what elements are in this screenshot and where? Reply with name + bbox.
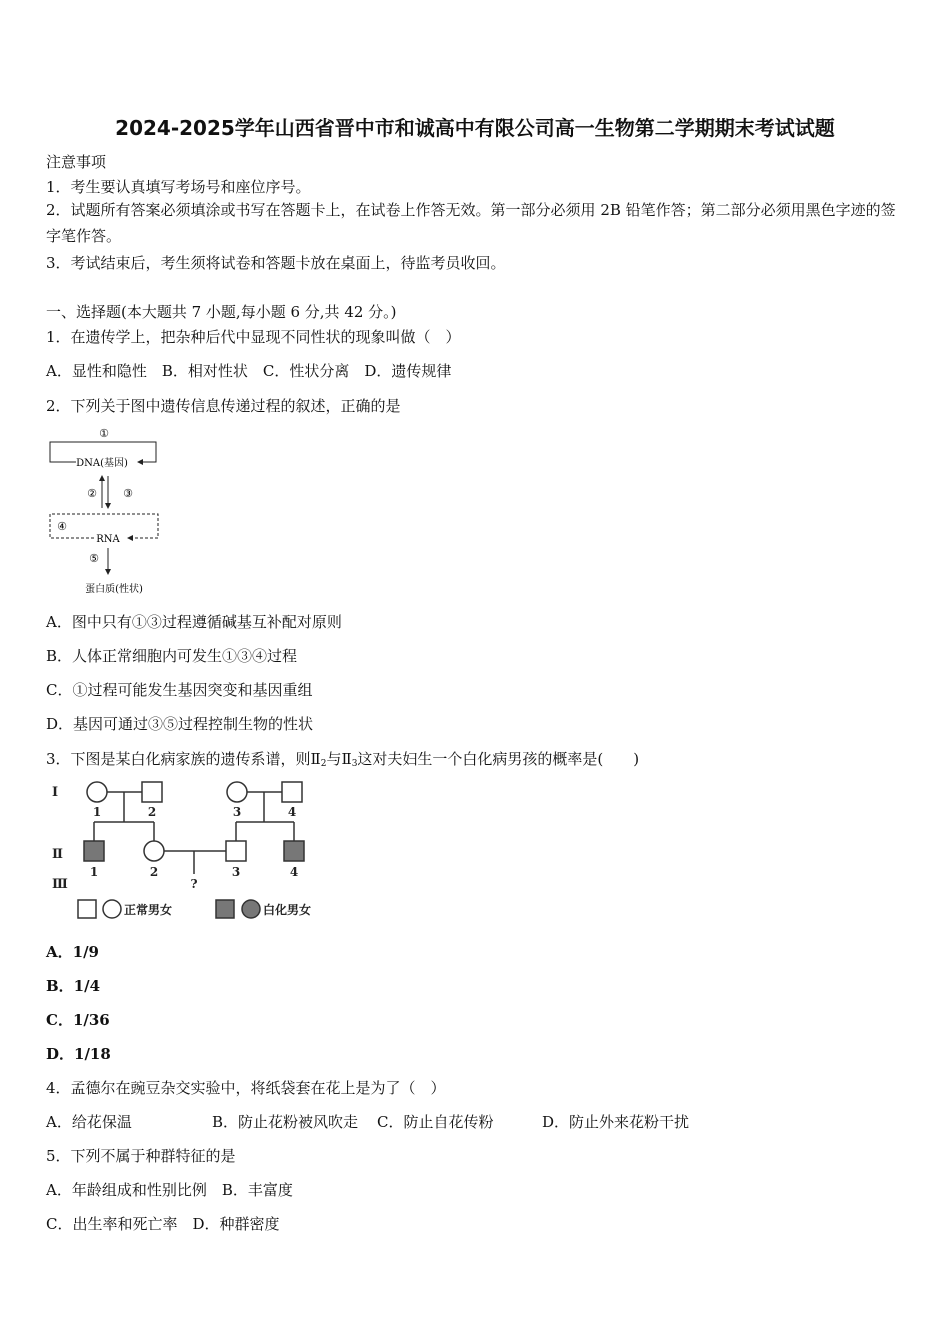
gene-flow-diagram [46,424,186,600]
q3-stem-mid: 与Ⅱ [326,750,352,768]
q5-options-row-2: C．出生率和死亡率 D．种群密度 [46,1215,280,1233]
unknown-child: ? [190,877,198,891]
q4-option-a: A．给花保温 [46,1113,132,1131]
q2-option-b: B．人体正常细胞内可发生①③④过程 [46,647,298,665]
gen2-male-3 [226,841,246,861]
gen1-label-3: 3 [232,805,242,819]
q3-sub-3: 3 [351,759,358,769]
gen1-label-1: 1 [92,805,102,819]
gen1-label-4: 4 [287,805,297,819]
q3-stem [46,749,639,774]
q3-option-c: C．1/36 [46,1011,110,1029]
label-2: ② [87,487,97,500]
notice-item-2: 2．试题所有答案必须填涂或书写在答题卡上，在试卷上作答无效。第一部分必须用 2B 铅笔作答；第二部分必须用黑色字迹的签字笔作答。 [46,201,896,245]
protein-node: 蛋白质(性状) [85,584,143,595]
q4-option-c: C．防止自花传粉 [377,1113,494,1131]
legend-albino-text: 白化男女 [263,903,312,917]
q3-stem-post: 这对夫妇生一个白化病男孩的概率是( ) [357,750,640,768]
gen2-albino-male-4 [284,841,304,861]
legend-albino-female [242,900,260,918]
gen2-albino-male-1 [84,841,104,861]
q4-stem: 4．孟德尔在豌豆杂交实验中，将纸袋套在花上是为了（ ） [46,1079,446,1097]
gen2-label-3: 3 [231,865,241,879]
q3-option-a: A．1/9 [46,943,99,961]
gen2-label-4: 4 [289,865,299,879]
legend-normal-male [78,900,96,918]
notice-item-3: 3．考试结束后，考生须将试卷和答题卡放在桌面上，待监考员收回。 [46,254,506,272]
q1-options: A．显性和隐性 B．相对性状 C．性状分离 D．遗传规律 [46,362,452,380]
q3-sub-2: 2 [320,759,327,769]
dna-node: DNA(基因) [76,458,128,469]
gen2-female-2 [144,841,164,861]
q4-option-d: D．防止外来花粉干扰 [542,1113,690,1131]
gen-2-label: Ⅱ [52,847,63,862]
q2-option-d: D．基因可通过③⑤过程控制生物的性状 [46,715,314,733]
gen1-male-2 [142,782,162,802]
q2-option-c: C．①过程可能发生基因突变和基因重组 [46,681,313,699]
q5-options-row-1: A．年龄组成和性别比例 B．丰富度 [46,1181,293,1199]
gen2-label-2: 2 [149,865,159,879]
label-5: ⑤ [89,552,99,565]
gen1-label-2: 2 [147,805,157,819]
gen1-female-3 [227,782,247,802]
gen1-male-4 [282,782,302,802]
q1-stem: 1．在遗传学上，把杂种后代中显现不同性状的现象叫做（ ） [46,328,461,346]
legend-normal-female [103,900,121,918]
q4-option-b: B．防止花粉被风吹走 [212,1113,359,1131]
q3-option-b: B．1/4 [46,977,101,995]
q3-option-d: D．1/18 [46,1045,111,1063]
gen-1-label: Ⅰ [52,785,59,800]
q2-option-a: A．图中只有①③过程遵循碱基互补配对原则 [46,613,342,631]
label-4: ④ [57,520,67,533]
legend-normal-text: 正常男女 [124,903,173,917]
legend-albino-male [216,900,234,918]
label-3: ③ [123,487,133,500]
gen2-label-1: 1 [89,865,99,879]
section-heading: 一、选择题(本大题共 7 小题,每小题 6 分,共 42 分。) [46,303,397,321]
notice-heading: 注意事项 [46,153,107,171]
page-title: 2024-2025学年山西省晋中市和诚高中有限公司高一生物第二学期期末考试试题 [115,116,835,140]
rna-node: RNA [96,534,120,545]
pedigree-chart [46,776,346,924]
label-1: ① [99,427,109,440]
q5-stem: 5．下列不属于种群特征的是 [46,1147,236,1165]
q2-stem: 2．下列关于图中遗传信息传递过程的叙述，正确的是 [46,397,401,415]
gen1-female-1 [87,782,107,802]
notice-item-1: 1．考生要认真填写考场号和座位序号。 [46,178,311,196]
q3-stem-pre: 3．下图是某白化病家族的遗传系谱，则Ⅱ [46,750,321,768]
gen-3-label: Ⅲ [52,877,68,892]
